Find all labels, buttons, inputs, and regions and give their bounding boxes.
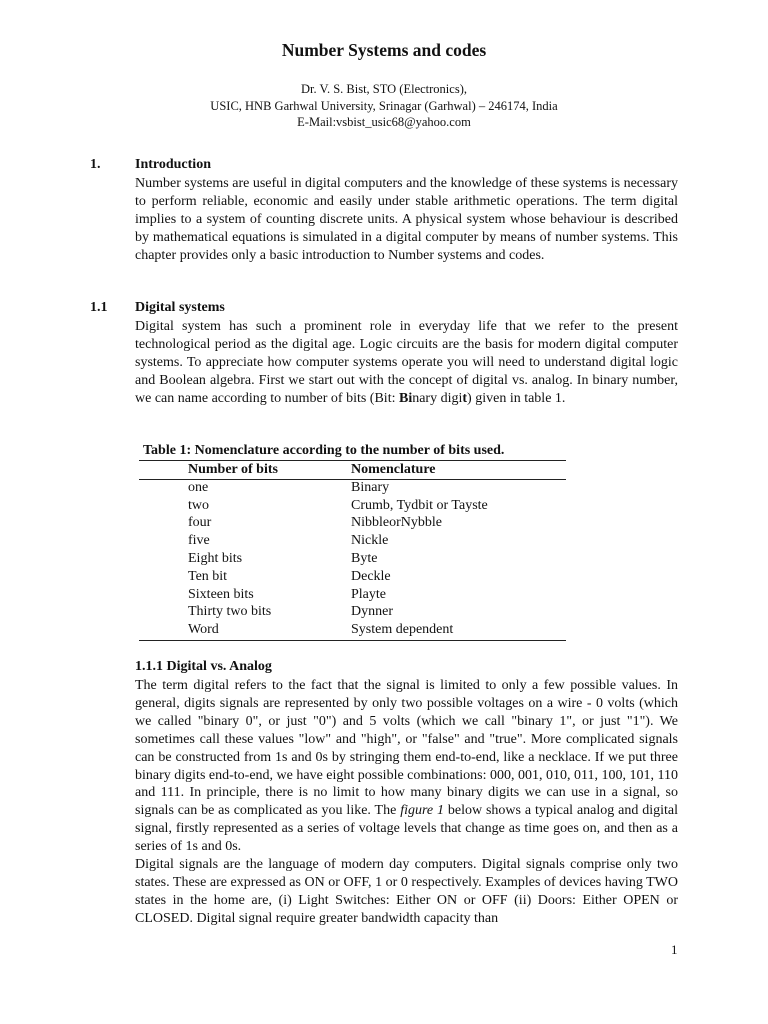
table-cell: Ten bit [188,568,228,584]
author-block [0,81,768,131]
intro-paragraph: Number systems are useful in digital computers and the knowledge of these systems is necessary to perform reliable, economic and easily under stable arithmetic operations. The term digital implies to a system of counting discrete units. A physical system whose behaviour is described by mathematical equations is simulated in a digital computer by means of number systems. This chapter provides only a basic introduction to Number systems and codes. [135,176,678,263]
bold-text: Bi [398,390,413,406]
digital-systems-paragraph [135,318,678,408]
section-number: 1. [90,157,101,172]
figure-reference: figure 1 [400,803,445,819]
table-header-row [188,461,488,479]
table-row [188,479,488,497]
table-cell: System dependent [351,622,454,638]
section-heading: Introduction [135,157,211,172]
table-row [188,497,488,515]
table-caption: Table 1: Nomenclature according to the number of bits used. [143,443,505,458]
table-cell: Nickle [351,533,389,549]
table-cell: Crumb, Tydbit or Tayste [351,497,488,513]
table-cell: NibbleorNybble [351,515,442,531]
author-email: E-Mail:vsbist_usic68@yahoo.com [297,115,471,129]
table-row [188,603,488,621]
paragraph-text: nary digi [412,390,463,406]
paragraph-text: The term digital refers to the fact that the signal is limited to only a few possible values. In general, digits signals are represented by only two possible voltages on a wire - 0 volts (which we called "binary 0", or just "0") and 5 volts (which we call "binary 1", or just "1"). We sometimes call these values "low" and "high", or "false" and "true". More complicated signals can be constructed from 1s and 0s by stringing them end-to-end, like a necklace. If we put three binary digits end-to-end, we have eight possible combinations: 000, 001, 010, 011, 100, 101, 110 and 111. In principle, there is no limit to how many binary digits we can use in a signal, so signals can be as complicated as you like. The [135,678,678,819]
table-cell: Byte [351,550,378,566]
table-row [188,586,488,604]
table-cell: Eight bits [188,550,243,566]
table-row [188,621,488,639]
paragraph-text: below shows a typical analog and digital signal, firstly represented as a series of voltage levels that change as time goes on, and then as a series of 1s and 0s. [135,803,679,855]
table-cell: Word [188,622,219,638]
table-cell: Deckle [351,568,391,584]
table-cell: four [188,515,212,531]
author-line: Dr. V. S. Bist, STO (Electronics), [301,82,467,96]
author-line: USIC, HNB Garhwal University, Srinagar (Garhwal) – 246174, India [210,98,558,113]
table-row [188,532,488,550]
document-title: Number Systems and codes [281,40,487,60]
table-row [188,550,488,568]
subsection-heading: 1.1.1 Digital vs. Analog [135,659,272,674]
table-header-cell: Number of bits [188,462,278,477]
section-heading: Digital systems [135,300,225,315]
table-bottom-rule [139,640,566,641]
paragraph-text: Digital system has such a prominent role in everyday life that we refer to the present technological period as the digital age. Logic circuits are the basis for modern digital computer systems. To appreciate how computer systems operate you will need to understand digital logic and Boolean algebra. First we start out with the concept of digital vs. analog. In binary number, we can name according to number of bits (Bit: [135,319,678,406]
nomenclature-table [188,461,488,639]
digital-analog-paragraph [135,677,678,928]
table-cell: Thirty two bits [188,604,272,620]
table-cell: Binary [351,479,390,495]
table-cell: one [188,479,209,495]
paragraph: Digital signals are the language of modern day computers. Digital signals comprise only two states. These are expressed as ON or OFF, 1 or 0 respectively. Examples of devices having TWO states in the home are, (i) Light Switches: Either ON or OFF (ii) Doors: Either OPEN or CLOSED. Digital signal require greater bandwidth capacity than [135,857,678,926]
section-number: 1.1 [90,300,108,315]
page-number: 1 [671,942,678,957]
bold-text: t [462,390,468,406]
table-cell: Playte [351,586,386,602]
table-header-cell: Nomenclature [351,462,436,477]
table-cell: two [188,497,209,513]
table-row [188,514,488,532]
table-row [188,568,488,586]
paragraph-text: ) given in table 1. [467,390,566,406]
table-cell: Sixteen bits [188,586,254,602]
paragraph [135,677,678,856]
table-cell: Dynner [351,604,393,620]
table-cell: five [188,533,210,549]
